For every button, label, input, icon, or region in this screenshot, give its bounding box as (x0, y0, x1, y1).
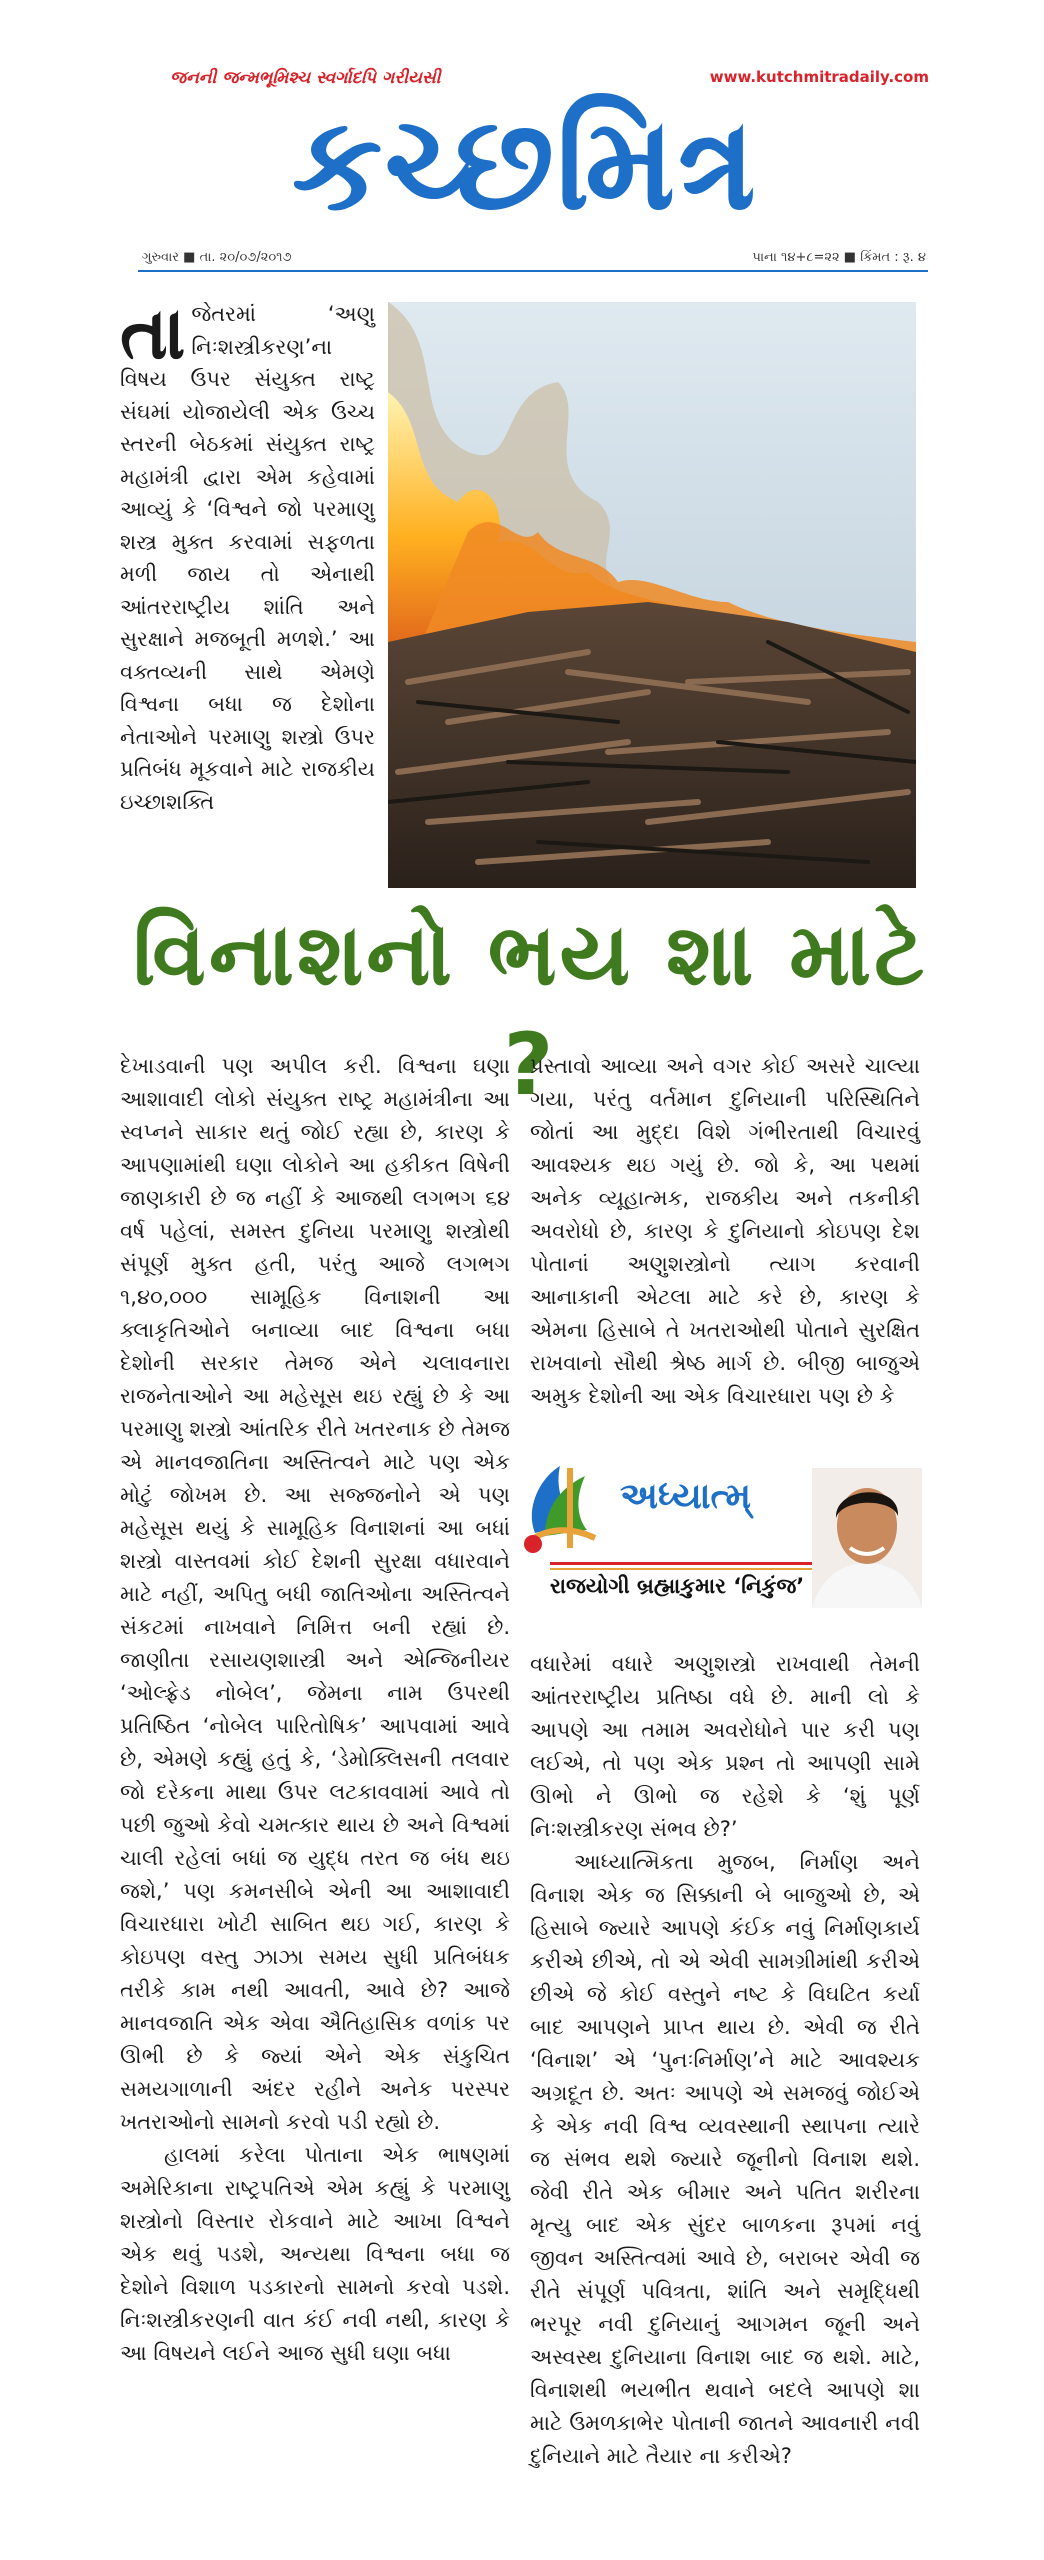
paragraph: દેખાડવાની પણ અપીલ કરી. વિશ્વના ઘણા આશાવાદી લોકો સંયુક્ત રાષ્ટ્ર મહામંત્રીના આ સ્વપ્નને સાકાર થતું જોઈ રહ્યા છે, કારણ કે આપણામાંથી ઘણા લોકોને આ હકીકત વિષેની જાણકારી છે જ નહીં કે આજથી લગભગ ૬૪ વર્ષ પહેલાં, સમસ્ત દુનિયા પરમાણુ શસ્ત્રોથી સંપૂર્ણ મુક્ત હતી, પરંતુ આજે લગભગ ૧,૪૦,૦૦૦ સામૂહિક વિનાશની આ ક્લાકૃતિઓને બનાવ્યા બાદ વિશ્વના બધા દેશોની સરકાર તેમજ એને ચલાવનારા રાજનેતાઓને આ મહેસૂસ થઇ રહ્યું છે કે આ પરમાણુ શસ્ત્રો આંતરિક રીતે ખતરનાક છે તેમજ એ માનવજાતિના અસ્તિત્વને માટે પણ એક મોટું જોખમ છે. આ સજ્જનોને એ પણ મહેસૂસ થયું કે સામૂહિક વિનાશનાં આ બધાં શસ્ત્રો વાસ્તવમાં કોઈ દેશની સુરક્ષા વધારવાને માટે નહીં, અપિતુ બધી જાતિઓના અસ્તિત્વને સંકટમાં નાખવાને નિમિત્ત બની રહ્યાં છે. જાણીતા રસાયણશાસ્ત્રી અને એન્જિનીયર ‘ઓલ્ફ્રેડ નોબેલ’, જેમના નામ ઉપરથી પ્રતિષ્ઠિત ‘નોબેલ પારિતોષિક’ આપવામાં આવે છે, એમણે કહ્યું હતું કે, ‘ડેમોક્લિસની તલવાર જો દરેકના માથા ઉપર લટકાવવામાં આવે તો પછી જુઓ કેવો ચમત્કાર થાય છે અને વિશ્વમાં ચાલી રહેલાં બધાં જ યુદ્ધ તરત જ બંધ થઇ જશે,’ પણ કમનસીબે એની આ આશાવાદી વિચારધારા ખોટી સાબિત થઇ ગઈ, કારણ કે કોઇપણ વસ્તુ ઝાઝા સમય સુધી પ્રતિબંધક તરીકે કામ નથી આવતી, આવે છે? આજે માનવજાતિ એક એવા ઐતિહાસિક વળાંક પર ઊભી છે કે જ્યાં એને એક સંકુચિત સમયગાળાની અંદર રહીને અનેક પરસ્પર ખતરાઓનો સામનો કરવો પડી રહ્યો છે. (120, 1054, 510, 2134)
dateline: ગુરુવાર ■ તા. ૨૦/૦૭/૨૦૧૭ (142, 250, 292, 265)
article-column-left (120, 1050, 510, 2370)
masthead-tagline: જનની જન્મભૂમિશ્ચ સ્વર્ગાદપિ ગરીયસી (170, 68, 441, 88)
intro-text: જેતરમાં ‘અણુ નિઃશસ્ત્રીકરણ’ના વિષય ઉપર સંયુક્ત રાષ્ટ્ર સંઘમાં યોજાયેલી એક ઉચ્ચ સ્તરની બેઠકમાં સંયુક્ત રાષ્ટ્ર મહામંત્રી દ્વારા એમ કહેવામાં આવ્યું કે ‘વિશ્વને જો પરમાણુ શસ્ત્ર મુક્ત કરવામાં સફળતા મળી જાય તો એનાથી આંતરરાષ્ટ્રીય શાંતિ અને સુરક્ષાને મજબૂતી મળશે.’ આ વક્તવ્યની સાથે એમણે વિશ્વના બધા જ દેશોના નેતાઓને પરમાણુ શસ્ત્રો ઉપર પ્રતિબંધ મૂકવાને માટે રાજકીય ઇચ્છાશક્તિ (120, 302, 375, 814)
section-emblem-icon (515, 1448, 605, 1558)
newspaper-logo (140, 86, 910, 236)
logo-text: કચ્છમિત્ર (292, 90, 758, 236)
burning-weapons-photo (388, 302, 916, 888)
article-headline: વિનાશનો ભય શા માટે ? (132, 905, 928, 1115)
author-name: રાજયોગી બ્રહ્માકુમાર ‘નિકુંજ’ (550, 1574, 805, 1598)
article-column-right-bottom (530, 1648, 920, 2473)
section-divider (550, 1568, 835, 1570)
section-divider (550, 1562, 835, 1565)
drop-cap: તા (120, 291, 186, 375)
masthead-rule (138, 270, 928, 272)
masthead-website[interactable]: www.kutchmitradaily.com (709, 68, 929, 86)
article-intro (120, 291, 375, 818)
section-title: અધ્યાત્મ્ (620, 1476, 752, 1517)
paragraph: પ્રસ્તાવો આવ્યા અને વગર કોઈ અસરે ચાલ્યા ગયા, પરંતુ વર્તમાન દુનિયાની પરિસ્થિતિને જોતાં આ મુદ્દા વિશે ગંભીરતાથી વિચારવું આવશ્યક થઇ ગયું છે. જો કે, આ પથમાં અનેક વ્યૂહાત્મક, રાજકીય અને તકનીકી અવરોધો છે, કારણ કે દુનિયાનો કોઇપણ દેશ પોતાનાં અણુશસ્ત્રોનો ત્યાગ કરવાની આનાકાની એટલા માટે કરે છે, કારણ કે એમના હિસાબે તે ખતરાઓથી પોતાને સુરક્ષિત રાખવાનો સૌથી શ્રેષ્ઠ માર્ગ છે. બીજી બાજુએ અમુક દેશોની આ એક વિચારધારા પણ છે કે (530, 1054, 920, 1408)
author-avatar (812, 1468, 922, 1608)
page-info: પાના ૧૪+૮=૨૨ ■ કિંમત : રૂ. ૪ (752, 250, 926, 265)
section-box (515, 1448, 935, 1638)
paragraph: આધ્યાત્મિકતા મુજબ, નિર્માણ અને વિનાશ એક જ સિક્કાની બે બાજુઓ છે, એ હિસાબે જ્યારે આપણે કંઈક નવું નિર્માણકાર્ય કરીએ છીએ, તો એ એવી સામગ્રીમાંથી કરીએ છીએ જે કોઈ વસ્તુને નષ્ટ કે વિઘટિત કર્યા બાદ આપણને પ્રાપ્ત થાય છે. એવી જ રીતે ‘વિનાશ’ એ ‘પુનઃનિર્માણ’ને માટે આવશ્યક અગ્રદૂત છે. અતઃ આપણે એ સમજવું જોઈએ કે એક નવી વિશ્વ વ્યવસ્થાની સ્થાપના ત્યારે જ સંભવ થશે જ્યારે જૂનીનો વિનાશ થશે. જેવી રીતે એક બીમાર અને પતિત શરીરના મૃત્યુ બાદ એક સુંદર બાળકના રૂપમાં નવું જીવન અસ્તિત્વમાં આવે છે, બરાબર એવી જ રીતે સંપૂર્ણ પવિત્રતા, શાંતિ અને સમૃદ્ધિથી ભરપૂર નવી દુનિયાનું આગમન જૂની અને અસ્વસ્થ દુનિયાના વિનાશ બાદ જ થશે. માટે, વિનાશથી ભયભીત થવાને બદલે આપણે શા માટે ઉમળકાભેર પોતાની જાતને આવનારી નવી દુનિયાને માટે તૈયાર ના કરીએ? (530, 1850, 920, 2468)
article-column-right-top (530, 1050, 920, 1413)
paragraph: હાલમાં કરેલા પોતાના એક ભાષણમાં અમેરિકાના રાષ્ટ્રપતિએ એમ કહ્યું કે પરમાણુ શસ્ત્રોનો વિસ્તાર રોકવાને માટે આખા વિશ્વને એક થવું પડશે, અન્યથા વિશ્વના બધા જ દેશોને વિશાળ પડકારનો સામનો કરવો પડશે. નિઃશસ્ત્રીકરણની વાત કંઈ નવી નથી, કારણ કે આ વિષયને લઈને આજ સુધી ઘણા બધા (120, 2143, 510, 2365)
paragraph: વધારેમાં વધારે અણુશસ્ત્રો રાખવાથી તેમની આંતરરાષ્ટ્રીય પ્રતિષ્ઠા વધે છે. માની લો કે આપણે આ તમામ અવરોધોને પાર કરી પણ લઈએ, તો પણ એક પ્રશ્ન તો આપણી સામે ઊભો ને ઊભો જ રહેશે કે ‘શું પૂર્ણ નિઃશસ્ત્રીકરણ સંભવ છે?’ (530, 1652, 920, 1841)
